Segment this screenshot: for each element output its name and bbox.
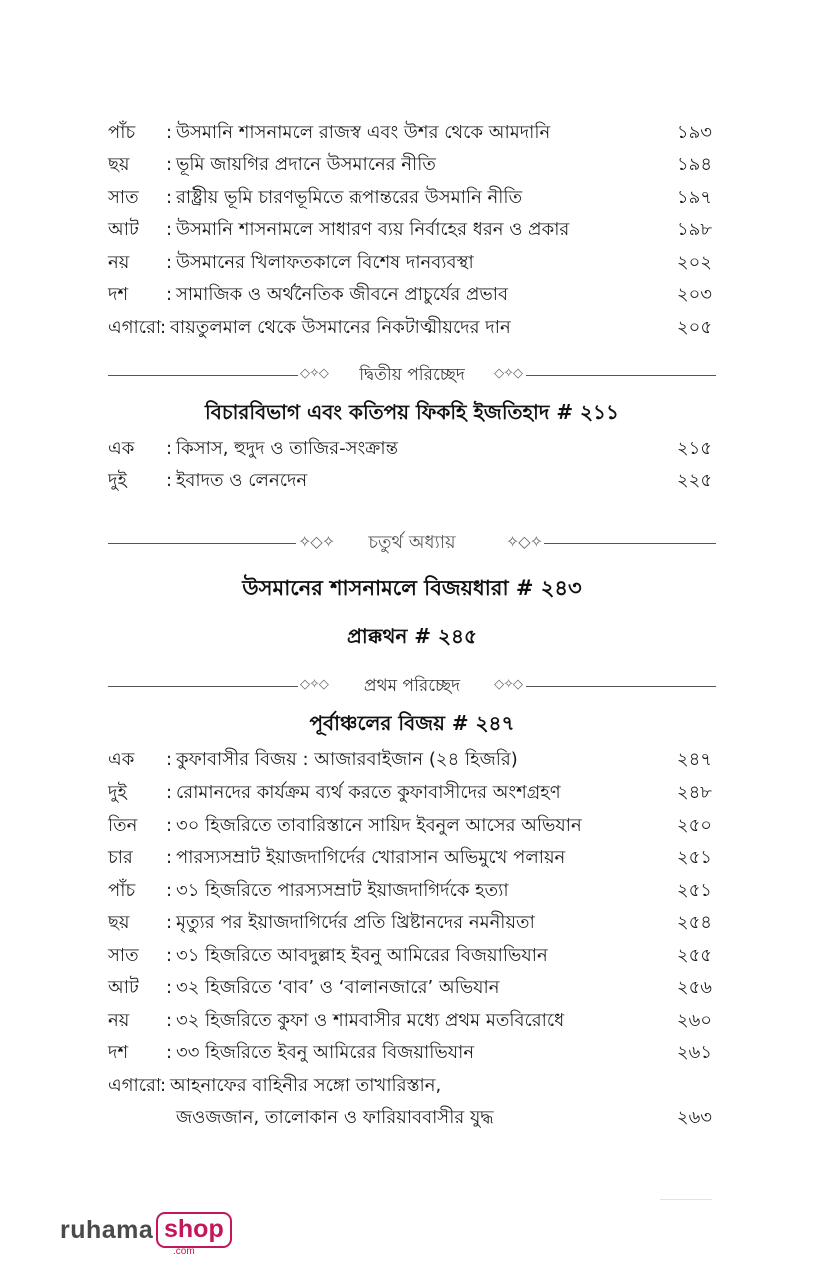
entry-title: উসমানি শাসনামলে সাধারণ ব্যয় নির্বাহের ধরন ও প্রকার xyxy=(176,219,570,240)
foreword-heading: প্রাক্কথন # ২৪৫ xyxy=(347,624,477,648)
entry-separator: : xyxy=(166,749,173,770)
entry-title: জওজজান, তালোকান ও ফারিয়াববাসীর যুদ্ধ xyxy=(176,1107,494,1128)
toc-entry xyxy=(108,117,712,149)
entry-title: ৩১ হিজরিতে পারস্যসম্রাট ইয়াজদাগির্দকে হত্যা xyxy=(176,880,509,901)
entry-page: ২০৫ xyxy=(676,317,712,338)
entry-title: ভূমি জায়গির প্রদানে উসমানের নীতি xyxy=(176,154,436,175)
entry-separator: : xyxy=(166,470,173,491)
entry-number: পাঁচ xyxy=(108,880,136,901)
entry-page: ২৫৬ xyxy=(676,977,712,998)
entry-number: দশ xyxy=(108,284,129,305)
entry-number: সাত xyxy=(108,187,139,208)
entry-page: ১৯৪ xyxy=(676,154,712,175)
entry-number: এগারো xyxy=(108,1075,162,1096)
toc-entry xyxy=(108,247,712,279)
entry-number: তিন xyxy=(108,815,138,836)
entry-number: দুই xyxy=(108,782,127,803)
divider-line-right xyxy=(544,543,716,544)
chapter-heading: উসমানের শাসনামলে বিজয়ধারা # ২৪৩ xyxy=(242,576,582,600)
entry-page: ২৫৪ xyxy=(676,912,712,933)
entry-separator: : xyxy=(166,977,173,998)
entry-number: এক xyxy=(108,749,135,770)
ornament-icon: ◇✧◇ xyxy=(494,366,522,381)
entry-number: আট xyxy=(108,977,139,998)
entry-title: সামাজিক ও অর্থনৈতিক জীবনে প্রাচুর্যের প্রভাব xyxy=(176,284,509,305)
entry-number: আট xyxy=(108,219,139,240)
entry-separator: : xyxy=(166,154,173,175)
entry-number: এগারো xyxy=(108,317,162,338)
entry-number: নয় xyxy=(108,252,130,273)
entry-number: পাঁচ xyxy=(108,122,136,143)
entry-title: ৩১ হিজরিতে আবদুল্লাহ ইবনু আমিরের বিজয়াভিযান xyxy=(176,945,548,966)
entry-title: কুফাবাসীর বিজয় : আজারবাইজান (২৪ হিজরি) xyxy=(176,749,518,770)
divider-label: প্রথম পরিচ্ছেদ xyxy=(363,676,461,696)
entry-number: নয় xyxy=(108,1010,130,1031)
entry-title: ৩০ হিজরিতে তাবারিস্তানে সায়িদ ইবনুল আসের অভিযান xyxy=(176,815,582,836)
section-divider xyxy=(108,671,716,701)
entry-page: ২৫১ xyxy=(676,880,712,901)
toc-entry xyxy=(108,182,712,214)
entry-page: ২৬১ xyxy=(676,1042,712,1063)
ornament-icon: ◇✧◇ xyxy=(300,677,328,692)
entry-separator: : xyxy=(160,317,167,338)
divider-label: দ্বিতীয় পরিচ্ছেদ xyxy=(359,365,465,385)
entry-number: সাত xyxy=(108,945,139,966)
toc-entry xyxy=(108,312,712,344)
toc-entry xyxy=(108,972,712,1004)
toc-entry-continuation xyxy=(108,1102,712,1134)
entry-title: রোমানদের কার্যক্রম ব্যর্থ করতে কুফাবাসীদের অংশগ্রহণ xyxy=(176,782,561,803)
section-divider xyxy=(108,360,716,390)
entry-title: ৩২ হিজরিতে কুফা ও শামবাসীর মধ্যে প্রথম মতবিরোধে xyxy=(176,1010,565,1031)
entry-separator: : xyxy=(166,912,173,933)
entry-number: দুই xyxy=(108,470,127,491)
entry-page: ১৯৩ xyxy=(676,122,712,143)
entry-title: রাষ্ট্রীয় ভূমি চারণভূমিতে রূপান্তরের উসমানি নীতি xyxy=(176,187,523,208)
divider-line-right xyxy=(526,686,716,687)
entry-title: মৃত্যুর পর ইয়াজদাগির্দের প্রতি খ্রিষ্টানদের নমনীয়তা xyxy=(176,912,535,933)
toc-entry xyxy=(108,810,712,842)
toc-entry xyxy=(108,279,712,311)
logo-shop: shop xyxy=(156,1212,232,1248)
ornament-icon: ◇✧◇ xyxy=(300,366,328,381)
entry-page: ২৫১ xyxy=(676,847,712,868)
divider-line-right xyxy=(526,375,716,376)
entry-page: ২৬০ xyxy=(676,1010,712,1031)
entry-number: দশ xyxy=(108,1042,129,1063)
entry-number: ছয় xyxy=(108,912,130,933)
entry-title: ৩২ হিজরিতে ‘বাব’ ও ‘বালানজারে’ অভিযান xyxy=(176,977,500,998)
entry-title: উসমানি শাসনামলে রাজস্ব এবং উশর থেকে আমদানি xyxy=(176,122,551,143)
toc-entry xyxy=(108,1037,712,1069)
entry-page: ২৬৩ xyxy=(676,1107,712,1128)
entry-title: বায়তুলমাল থেকে উসমানের নিকটাত্মীয়দের দান xyxy=(170,317,511,338)
toc-entry xyxy=(108,842,712,874)
toc-entry xyxy=(108,907,712,939)
toc-entry xyxy=(108,433,712,465)
entry-page: ২১৫ xyxy=(676,438,712,459)
entry-separator: : xyxy=(166,1042,173,1063)
toc-entry xyxy=(108,940,712,972)
toc-entry xyxy=(108,149,712,181)
entry-separator: : xyxy=(166,880,173,901)
ornament-icon: ✧◇✧ xyxy=(505,532,542,551)
entry-title: পারস্যসম্রাট ইয়াজদাগির্দের খোরাসান অভিমুখে পলায়ন xyxy=(176,847,566,868)
entry-page: ১৯৮ xyxy=(676,219,712,240)
entry-page: ২২৫ xyxy=(676,470,712,491)
entry-separator: : xyxy=(166,815,173,836)
entry-separator: : xyxy=(166,945,173,966)
subsection-heading: বিচারবিভাগ এবং কতিপয় ফিকহি ইজতিহাদ # ২১১ xyxy=(204,400,620,424)
entry-separator: : xyxy=(166,438,173,459)
toc-entry xyxy=(108,744,712,776)
chapter-divider xyxy=(108,528,716,558)
entry-page: ১৯৭ xyxy=(676,187,712,208)
entry-separator: : xyxy=(166,122,173,143)
entry-number: ছয় xyxy=(108,154,130,175)
entry-title: ৩৩ হিজরিতে ইবনু আমিরের বিজয়াভিযান xyxy=(176,1042,475,1063)
toc-entry xyxy=(108,875,712,907)
entry-separator: : xyxy=(166,782,173,803)
ruhamashop-logo xyxy=(60,1212,240,1258)
logo-brand: ruhama xyxy=(60,1216,154,1244)
entry-separator: : xyxy=(160,1075,167,1096)
entry-page: ২৫০ xyxy=(676,815,712,836)
entry-separator: : xyxy=(166,284,173,305)
entry-title: ইবাদত ও লেনদেন xyxy=(176,470,308,491)
entry-number: চার xyxy=(108,847,133,868)
divider-label: চতুর্থ অধ্যায় xyxy=(368,532,456,553)
ornament-icon: ✧◇✧ xyxy=(298,532,335,551)
faint-rule xyxy=(660,1199,712,1200)
entry-separator: : xyxy=(166,1010,173,1031)
entry-separator: : xyxy=(166,847,173,868)
entry-title: উসমানের খিলাফতকালে বিশেষ দানব্যবস্থা xyxy=(176,252,474,273)
entry-title: আহনাফের বাহিনীর সঙ্গো তাখারিস্তান, xyxy=(170,1075,442,1096)
toc-entry xyxy=(108,1070,712,1102)
entry-page: ২৪৭ xyxy=(676,749,712,770)
ornament-icon: ◇✧◇ xyxy=(494,677,522,692)
toc-entry xyxy=(108,465,712,497)
entry-page: ২০৩ xyxy=(676,284,712,305)
entry-page: ২৪৮ xyxy=(676,782,712,803)
toc-entry xyxy=(108,777,712,809)
subsection-heading: পূর্বাঞ্চলের বিজয় # ২৪৭ xyxy=(309,711,515,735)
entry-number: এক xyxy=(108,438,135,459)
entry-separator: : xyxy=(166,252,173,273)
entry-title: কিসাস, হুদুদ ও তাজির-সংক্রান্ত xyxy=(176,438,398,459)
logo-domain: .com xyxy=(173,1246,195,1257)
toc-entry xyxy=(108,1005,712,1037)
entry-page: ২০২ xyxy=(676,252,712,273)
entry-separator: : xyxy=(166,187,173,208)
toc-entry xyxy=(108,214,712,246)
entry-page: ২৫৫ xyxy=(676,945,712,966)
entry-separator: : xyxy=(166,219,173,240)
